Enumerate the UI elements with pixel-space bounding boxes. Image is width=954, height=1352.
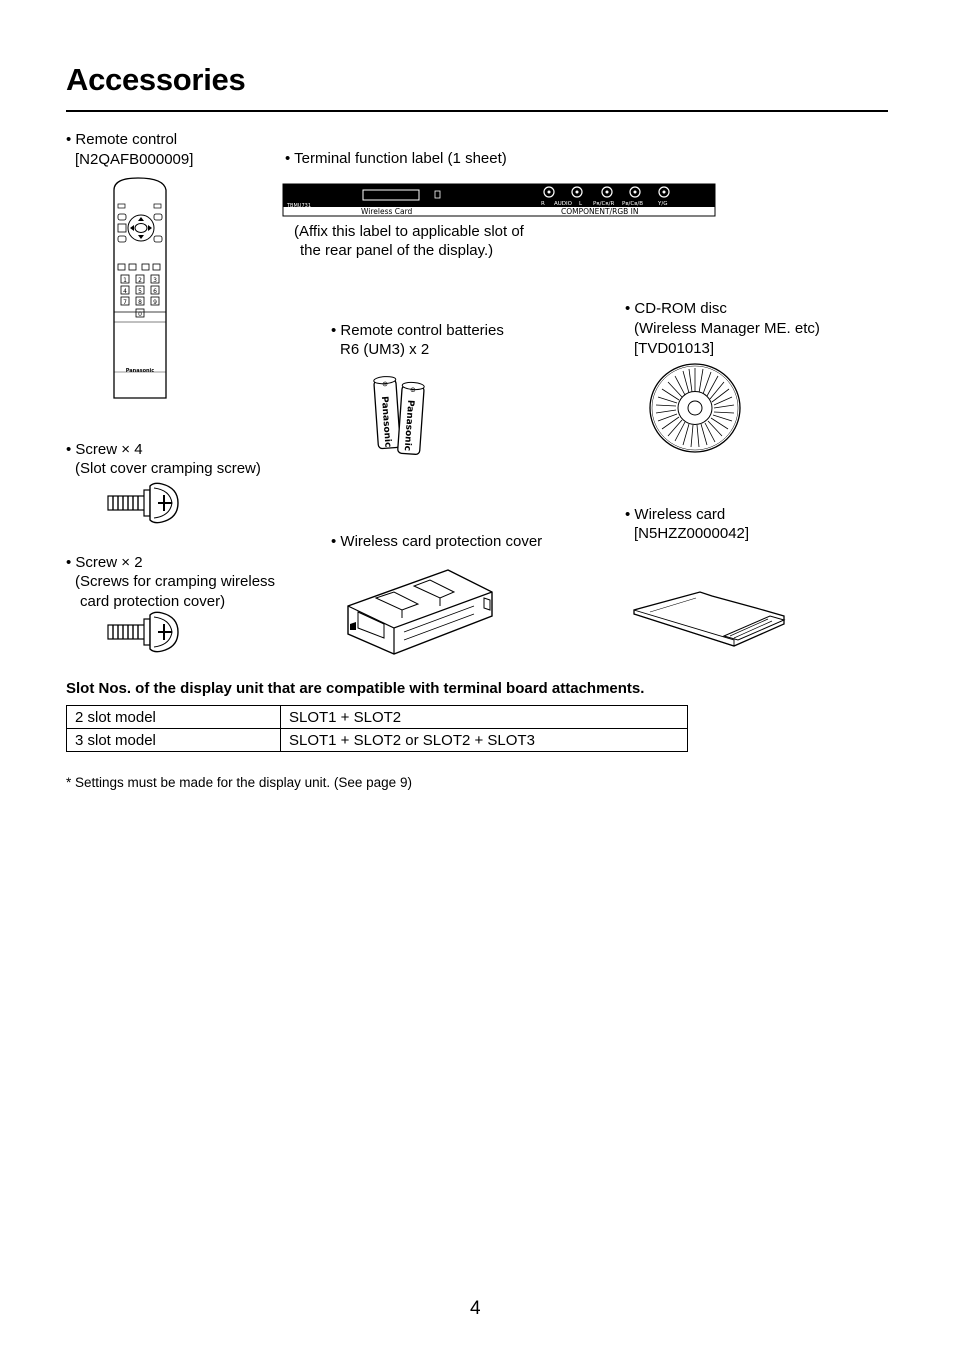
svg-text:Pʀ/Cʀ/R: Pʀ/Cʀ/R	[593, 201, 615, 207]
slot-table	[66, 705, 688, 752]
svg-text:AUDIO: AUDIO	[554, 201, 572, 207]
wireless-card-code: [N5HZZ0000042]	[634, 525, 750, 542]
svg-text:⊕: ⊕	[409, 385, 417, 395]
svg-text:5: 5	[138, 288, 142, 295]
table-row	[67, 729, 688, 752]
cdrom-label: • CD-ROM disc	[625, 300, 727, 317]
slot-value-cell: SLOT1 + SLOT2	[281, 706, 688, 729]
svg-text:7: 7	[123, 299, 127, 306]
svg-text:COMPONENT/RGB IN: COMPONENT/RGB IN	[561, 207, 639, 216]
cdrom-desc: (Wireless Manager ME. etc)	[634, 320, 820, 337]
remote-control-illustration	[108, 176, 172, 402]
svg-text:>PET<: >PET<	[287, 209, 305, 215]
svg-text:3: 3	[153, 277, 157, 284]
svg-text:TBMU731: TBMU731	[287, 203, 312, 209]
page-number: 4	[470, 1298, 481, 1319]
svg-text:Wireless Card: Wireless Card	[361, 207, 413, 216]
slot-model-cell: 3 slot model	[67, 729, 281, 752]
screw2-desc-2: card protection cover)	[80, 593, 226, 610]
svg-text:⊕: ⊕	[381, 379, 389, 389]
svg-text:8: 8	[138, 299, 142, 306]
battery-brand-1: Panasonic	[378, 395, 393, 448]
svg-text:L: L	[579, 201, 583, 207]
slot-section-heading: Slot Nos. of the display unit that are compatible with terminal board attachments.	[66, 680, 645, 697]
slot-value-cell: SLOT1 + SLOT2 or SLOT2 + SLOT3	[281, 729, 688, 752]
screw2-desc-1: (Screws for cramping wireless	[75, 573, 276, 590]
batteries-spec: R6 (UM3) x 2	[340, 341, 430, 358]
battery-brand-2: Panasonic	[401, 399, 416, 452]
slot-model-cell: 2 slot model	[67, 706, 281, 729]
terminal-label-note-2: the rear panel of the display.)	[300, 242, 494, 259]
footnote: * Settings must be made for the display unit. (See page 9)	[66, 775, 412, 790]
protection-cover-label: • Wireless card protection cover	[331, 533, 543, 550]
wireless-card-illustration	[630, 588, 788, 652]
wireless-card-label: • Wireless card	[625, 506, 726, 523]
remote-control-label: • Remote control	[66, 131, 178, 148]
screw2-label: • Screw × 2	[66, 554, 143, 571]
svg-text:2: 2	[138, 277, 142, 284]
terminal-label-note-1: (Affix this label to applicable slot of	[294, 223, 524, 240]
batteries-illustration	[372, 374, 428, 456]
title-rule	[66, 110, 888, 112]
page-title: Accessories	[66, 62, 246, 97]
terminal-label-strip	[283, 184, 716, 218]
screw4-desc: (Slot cover cramping screw)	[75, 460, 261, 477]
svg-text:R: R	[541, 201, 545, 207]
svg-text:Pʙ/Cʙ/B: Pʙ/Cʙ/B	[622, 201, 644, 207]
svg-text:1: 1	[123, 277, 127, 284]
cdrom-illustration	[648, 362, 744, 454]
screw4-label: • Screw × 4	[66, 441, 143, 458]
remote-control-code: [N2QAFB000009]	[75, 151, 194, 168]
batteries-label: • Remote control batteries	[331, 322, 504, 339]
svg-text:4: 4	[123, 288, 127, 295]
protection-cover-illustration	[344, 568, 496, 658]
svg-text:6: 6	[153, 288, 157, 295]
svg-text:0: 0	[138, 311, 142, 318]
screw4-illustration	[106, 482, 180, 524]
svg-text:Y/G: Y/G	[658, 201, 668, 207]
terminal-label-title: • Terminal function label (1 sheet)	[285, 150, 507, 167]
cdrom-code: [TVD01013]	[634, 340, 715, 357]
screw2-illustration	[106, 611, 180, 653]
remote-brand: Panasonic	[125, 368, 155, 374]
svg-text:9: 9	[153, 299, 157, 306]
table-row	[67, 706, 688, 729]
